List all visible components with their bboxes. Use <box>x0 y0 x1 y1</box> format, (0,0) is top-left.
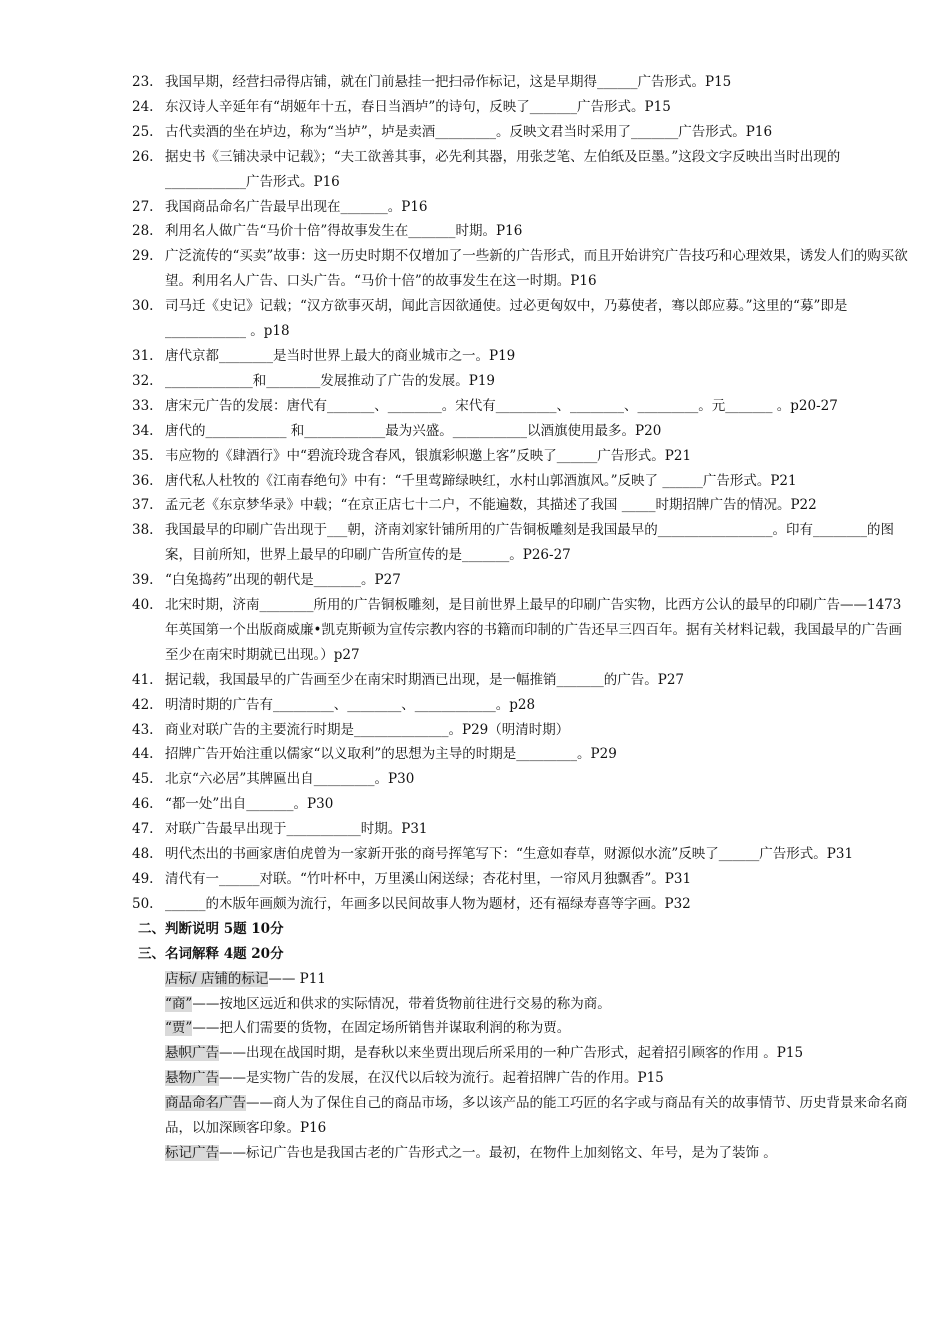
section-heading-terms: 三、名词解释 4题 20分 <box>138 945 284 962</box>
question-text: ______的木版年画颇为流行，年画多以民间故事人物为题材，还有福绿寿喜等字画。P32 <box>165 895 691 912</box>
question-text: 清代有一______对联。“竹叶杯中，万里溪山闲送绿；杏花村里，一帘风月独飘香”。P31 <box>165 871 692 887</box>
question-number: 28. <box>132 223 154 240</box>
question-item <box>0 817 950 842</box>
question-number: 29. <box>132 248 154 265</box>
document-page <box>0 70 950 1166</box>
question-number: 27. <box>132 198 154 215</box>
question-number: 32. <box>132 372 154 389</box>
question-item <box>0 892 950 917</box>
question-text: 北宋时期，济南________所用的广告铜板雕刻，是目前世界上最早的印刷广告实物，比西方公认的最早的印刷广告——1473年英国第一个出版商威廉•凯克斯顿为宣传宗教内容的书籍而印制的广告还早三四百年。据有关材料记载，我国最早的广告画至少在南宋时期就已出现。）p27 <box>165 597 902 663</box>
question-number: 50. <box>132 895 154 912</box>
question-text: 招牌广告开始注重以儒家“以义取利”的思想为主导的时期是_________。P29 <box>165 746 617 763</box>
question-item <box>0 568 950 593</box>
term-definition <box>0 992 950 1017</box>
question-number: 37. <box>132 497 154 514</box>
question-text: 唐代京都________是当时世界上最大的商业城市之一。P19 <box>165 347 516 364</box>
question-item <box>0 70 950 95</box>
term-name: 店标/ 店铺的标记 <box>165 970 269 987</box>
question-item <box>0 244 950 294</box>
term-definition <box>0 1041 950 1066</box>
term-explanation: ——出现在战国时期，是春秋以来坐贾出现后所采用的一种广告形式，起着招引顾客的作用 。P15 <box>219 1045 804 1062</box>
question-text: 古代卖酒的坐在垆边，称为“当垆”，垆是卖酒_________。反映文君当时采用了_______广告形式。P16 <box>165 123 773 140</box>
term-explanation: —— P11 <box>268 970 326 987</box>
question-text: 我国早期，经营扫帚得店铺，就在门前悬挂一把扫帚作标记，这是早期得______广告形式。P15 <box>165 74 732 90</box>
question-number: 35. <box>132 447 154 464</box>
question-item <box>0 518 950 568</box>
term-explanation: ——把人们需要的货物，在固定场所销售并谋取利润的称为贾。 <box>192 1020 571 1037</box>
term-name: 商品命名广告 <box>165 1095 246 1112</box>
question-text: 据史书《三铺决录中记载》；“夫工欲善其事，必先利其器，用张芝笔、左伯纸及臣墨。”这段文字反映出当时出现的____________广告形式。P16 <box>165 148 841 190</box>
question-number: 24. <box>132 98 154 115</box>
question-text: 东汉诗人辛延年有“胡姬年十五，春日当酒垆”的诗句，反映了_______广告形式。P15 <box>165 98 671 115</box>
question-number: 41. <box>132 671 154 688</box>
question-number: 45. <box>132 771 154 788</box>
question-item <box>0 444 950 469</box>
question-item <box>0 120 950 145</box>
question-number: 38. <box>132 522 154 539</box>
question-text: 明代杰出的书画家唐伯虎曾为一家新开张的商号挥笔写下：“生意如春草，财源似水流”反映了______广告形式。P31 <box>165 846 854 863</box>
question-item <box>0 593 950 668</box>
term-explanation: ——按地区远近和供求的实际情况，带着货物前往进行交易的称为商。 <box>192 995 611 1012</box>
question-item <box>0 145 950 195</box>
question-text: 我国商品命名广告最早出现在_______。P16 <box>165 198 428 215</box>
question-item <box>0 344 950 369</box>
question-number: 48. <box>132 846 154 863</box>
question-number: 31. <box>132 347 154 364</box>
question-number: 30. <box>132 298 154 315</box>
question-number: 26. <box>132 148 154 165</box>
question-text: 唐代私人杜牧的《江南春绝句》中有：“千里莺蹄绿映红，水村山郭酒旗风。”反映了 ______广告形式。P21 <box>165 472 797 489</box>
question-text: 孟元老《东京梦华录》中载；“在京正店七十二户，不能遍数，其描述了我国 _____时期招牌广告的情况。P22 <box>165 497 817 514</box>
question-list <box>0 70 950 917</box>
question-text: 广泛流传的“买卖”故事：这一历史时期不仅增加了一些新的广告形式，而且开始讲究广告技巧和心理效果，诱发人们的购买欲望。利用名人广告、口头广告。“马价十倍”的故事发生在这一时期。P16 <box>165 248 908 290</box>
question-item <box>0 842 950 867</box>
question-number: 46. <box>132 796 154 813</box>
question-text: _____________和________发展推动了广告的发展。P19 <box>165 372 496 389</box>
term-definition <box>0 1066 950 1091</box>
term-name: “商” <box>165 995 193 1012</box>
question-text: “白兔捣药”出现的朝代是_______。P27 <box>165 572 401 589</box>
question-item <box>0 718 950 743</box>
question-text: “都一处”出自_______。P30 <box>165 796 334 813</box>
question-item <box>0 195 950 220</box>
question-item <box>0 767 950 792</box>
term-name: “贾” <box>165 1020 193 1037</box>
question-text: 明清时期的广告有_________、________、____________。p28 <box>165 696 536 713</box>
question-item <box>0 369 950 394</box>
term-name: 悬物广告 <box>165 1070 219 1087</box>
question-text: 唐宋元广告的发展：唐代有_______、________。宋代有_________、________、_________。元_______ 。p20-27 <box>165 397 838 414</box>
question-text: 利用名人做广告“马价十倍”得故事发生在_______时期。P16 <box>165 223 523 240</box>
question-item <box>0 493 950 518</box>
term-name: 悬帜广告 <box>165 1045 219 1062</box>
question-item <box>0 469 950 494</box>
term-name: 标记广告 <box>165 1144 219 1161</box>
term-definition <box>0 1016 950 1041</box>
question-number: 34. <box>132 422 154 439</box>
question-item <box>0 792 950 817</box>
term-definition <box>0 1141 950 1166</box>
term-explanation: ——是实物广告的发展，在汉代以后较为流行。起着招牌广告的作用。P15 <box>219 1070 664 1087</box>
question-text: 对联广告最早出现于___________时期。P31 <box>165 821 428 838</box>
question-number: 43. <box>132 721 154 738</box>
question-number: 49. <box>132 871 154 887</box>
question-item <box>0 693 950 718</box>
term-explanation: ——标记广告也是我国古老的广告形式之一。最初，在物件上加刻铭文、年号，是为了装饰 。 <box>219 1144 777 1161</box>
question-item <box>0 742 950 767</box>
question-number: 40. <box>132 597 154 614</box>
question-text: 韦应物的《肆酒行》中“碧流玲珑含春风，银旗彩帜邀上客”反映了______广告形式。P21 <box>165 447 692 464</box>
term-definition <box>0 967 950 992</box>
question-item <box>0 867 950 892</box>
question-item <box>0 95 950 120</box>
term-definition <box>0 1091 950 1141</box>
question-text: 据记载，我国最早的广告画至少在南宋时期酒已出现，是一幅推销_______的广告。P27 <box>165 671 685 688</box>
question-number: 36. <box>132 472 154 489</box>
question-number: 25. <box>132 123 154 140</box>
question-item <box>0 219 950 244</box>
question-number: 44. <box>132 746 154 763</box>
term-explanation: ——商人为了保住自己的商品市场，多以该产品的能工巧匠的名字或与商品有关的故事情节、历史背景来命名商品，以加深顾客印象。P16 <box>165 1095 908 1137</box>
question-item <box>0 394 950 419</box>
question-number: 39. <box>132 572 154 589</box>
question-item <box>0 668 950 693</box>
question-text: 我国最早的印刷广告出现于___朝，济南刘家针铺所用的广告铜板雕刻是我国最早的_________________。印有________的图案，目前所知，世界上最早的印刷广告所宣传的是_______。P26-27 <box>165 522 894 564</box>
question-text: 唐代的____________ 和____________最为兴盛。___________以酒旗使用最多。P20 <box>165 422 662 439</box>
question-text: 北京“六必居”其牌匾出自_________。P30 <box>165 771 415 788</box>
section-heading-judgement: 二、判断说明 5题 10分 <box>138 920 284 937</box>
question-number: 47. <box>132 821 154 838</box>
term-list <box>0 967 950 1166</box>
question-number: 33. <box>132 397 154 414</box>
question-text: 商业对联广告的主要流行时期是______________。P29（明清时期） <box>165 721 570 738</box>
question-number: 23. <box>132 74 154 90</box>
question-item <box>0 419 950 444</box>
question-number: 42. <box>132 696 154 713</box>
question-text: 司马迁《史记》记载；“汉方欲事灭胡，闻此言因欲通使。过必更匈奴中，乃募使者，骞以郎应募。”这里的“募”即是____________ 。p18 <box>165 298 848 340</box>
question-item <box>0 294 950 344</box>
